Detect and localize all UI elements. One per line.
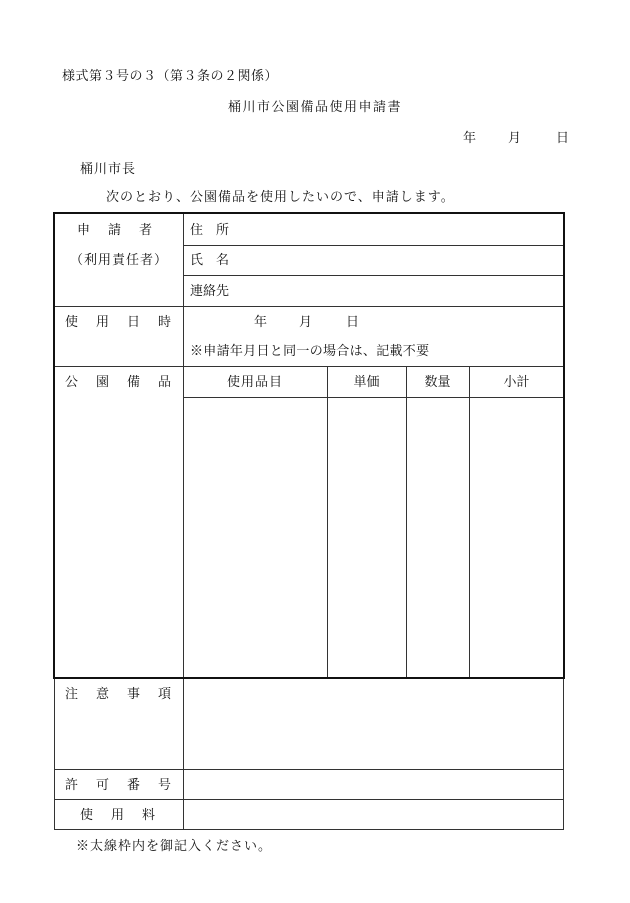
notes-label-char: 事: [126, 687, 140, 702]
applicant-label: [77, 224, 152, 237]
usage-day-label: 日: [346, 315, 360, 330]
usage-fee-label-char: 使: [80, 808, 94, 823]
permit-number-label-char: 番: [126, 778, 140, 793]
usage-datetime-label-char: 用: [95, 315, 109, 330]
notes-label-char: 注: [65, 687, 79, 702]
equipment-label: [65, 376, 171, 389]
usage-datetime-label-char: 時: [157, 315, 171, 330]
form-number: 様式第３号の３（第３条の２関係）: [62, 69, 279, 84]
usage-month-label: 月: [299, 315, 313, 330]
column-header-unit-price: 単価: [353, 375, 380, 390]
thick-border-frame: [53, 212, 565, 679]
date-month-label: 月: [508, 131, 522, 146]
usage-datetime-label-char: 使: [65, 315, 79, 330]
rule-permit-top: [54, 769, 564, 770]
column-header-quantity: 数量: [424, 375, 451, 390]
permit-number-label-char: 号: [157, 778, 171, 793]
applicant-sub-label: （利用責任者）: [70, 253, 169, 268]
rule-lower-label-column: [183, 677, 184, 830]
addressee: 桶川市長: [80, 162, 137, 177]
notes-label-char: 意: [95, 687, 109, 702]
usage-datetime-label-char: 日: [126, 315, 140, 330]
usage-datetime-note: ※申請年月日と同一の場合は、記載不要: [190, 344, 430, 359]
applicant-label-char: 請: [107, 223, 121, 238]
notes-label: [65, 688, 171, 701]
column-header-subtotal: 小計: [503, 375, 530, 390]
document-title: 桶川市公園備品使用申請書: [227, 100, 402, 115]
usage-fee-label-char: 料: [141, 808, 155, 823]
address-field-label: 住 所: [190, 223, 230, 238]
contact-field-label: 連絡先: [190, 284, 230, 299]
usage-year-label: 年: [254, 315, 268, 330]
equipment-label-char: 園: [95, 375, 109, 390]
rule-lower-left: [54, 677, 55, 830]
applicant-label-char: 者: [138, 223, 152, 238]
permit-number-label: [65, 779, 171, 792]
permit-number-label-char: 可: [95, 778, 109, 793]
date-year-label: 年: [463, 131, 477, 146]
rule-lower-right: [563, 677, 564, 830]
column-header-item: 使用品目: [226, 375, 283, 390]
usage-datetime-label: [65, 316, 171, 329]
permit-number-label-char: 許: [65, 778, 79, 793]
name-field-label: 氏 名: [190, 253, 230, 268]
equipment-label-char: 品: [157, 375, 171, 390]
equipment-label-char: 公: [65, 375, 79, 390]
usage-fee-label: [80, 809, 155, 822]
date-day-label: 日: [556, 131, 570, 146]
usage-fee-label-char: 用: [110, 808, 124, 823]
equipment-label-char: 備: [126, 375, 140, 390]
rule-fee-top: [54, 799, 564, 800]
intro-text: 次のとおり、公園備品を使用したいので、申請します。: [106, 190, 455, 205]
footer-note: ※太線枠内を御記入ください。: [76, 839, 273, 854]
notes-label-char: 項: [157, 687, 171, 702]
rule-lower-bottom: [54, 829, 564, 830]
applicant-label-char: 申: [77, 223, 91, 238]
